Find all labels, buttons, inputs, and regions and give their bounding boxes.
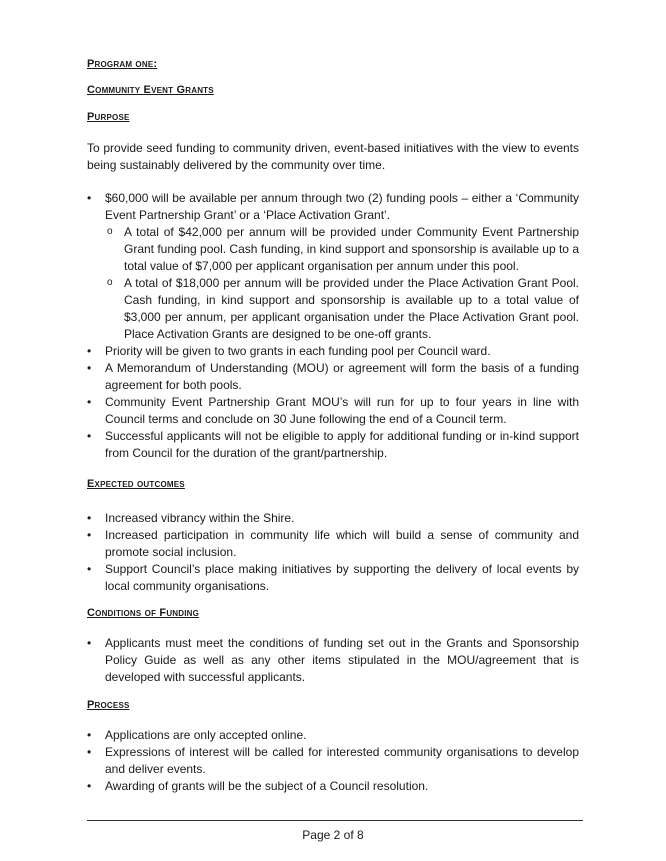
- list-item: • Priority will be given to two grants in each funding pool per Council ward.: [87, 343, 579, 360]
- program-heading: Program one:: [87, 58, 158, 70]
- list-item: • Increased vibrancy within the Shire.: [87, 510, 579, 527]
- list-item: [87, 190, 579, 343]
- list-item: • Applicants must meet the conditions of funding set out in the Grants and Sponsorship Policy Guide as well as any other items stipulated in the MOU/agreement that is developed with successful applicants.: [87, 635, 579, 686]
- funding-list: [87, 190, 579, 462]
- outcomes-list: [87, 510, 579, 595]
- page-number: Page 2 of 8: [302, 828, 364, 842]
- list-item: • Expressions of interest will be called for interested community organisations to develop and deliver events.: [87, 744, 579, 778]
- list-item: • Awarding of grants will be the subject of a Council resolution.: [87, 778, 579, 795]
- outcomes-heading: Expected outcomes: [87, 478, 185, 490]
- sub-list-item: o A total of $42,000 per annum will be provided under Community Event Partnership Grant funding pool. Cash funding, in kind support and sponsorship is available up to a total value of $7,000 per applicant organisation per annum under this pool.: [105, 224, 579, 275]
- list-item: • A Memorandum of Understanding (MOU) or agreement will form the basis of a funding agreement for both pools.: [87, 360, 579, 394]
- list-item: • Successful applicants will not be eligible to apply for additional funding or in-kind support from Council for the duration of the grant/partnership.: [87, 428, 579, 462]
- purpose-heading: Purpose: [87, 111, 130, 123]
- list-item-text: $60,000 will be available per annum through two (2) funding pools – either a ‘Community Event Partnership Grant’ or a ‘Place Activation Grant’.: [105, 191, 579, 222]
- grants-heading: Community Event Grants: [87, 84, 214, 96]
- purpose-paragraph: To provide seed funding to community driven, event-based initiatives with the view to events being sustainably delivered by the community over time.: [87, 141, 579, 172]
- list-item: • Applications are only accepted online.: [87, 727, 579, 744]
- conditions-heading: Conditions of Funding: [87, 607, 200, 619]
- list-item: • Support Council’s place making initiatives by supporting the delivery of local events by local community organisations.: [87, 561, 579, 595]
- sub-list-item: o A total of $18,000 per annum will be provided under the Place Activation Grant Pool. Cash funding, in kind support and sponsorship is available up to a total value of $3,000 per annum, per applicant organisation under the Place Activation Grant pool. Place Activation Grants are designed to be one-off grants.: [105, 275, 579, 343]
- footer-divider: [87, 820, 583, 821]
- process-list: [87, 727, 579, 795]
- list-item: • Increased participation in community life which will build a sense of community and promote social inclusion.: [87, 527, 579, 561]
- process-heading: Process: [87, 699, 130, 711]
- funding-sublist: [105, 224, 579, 343]
- conditions-list: [87, 635, 579, 686]
- list-item: • Community Event Partnership Grant MOU’s will run for up to four years in line with Council terms and conclude on 30 June following the end of a Council term.: [87, 394, 579, 428]
